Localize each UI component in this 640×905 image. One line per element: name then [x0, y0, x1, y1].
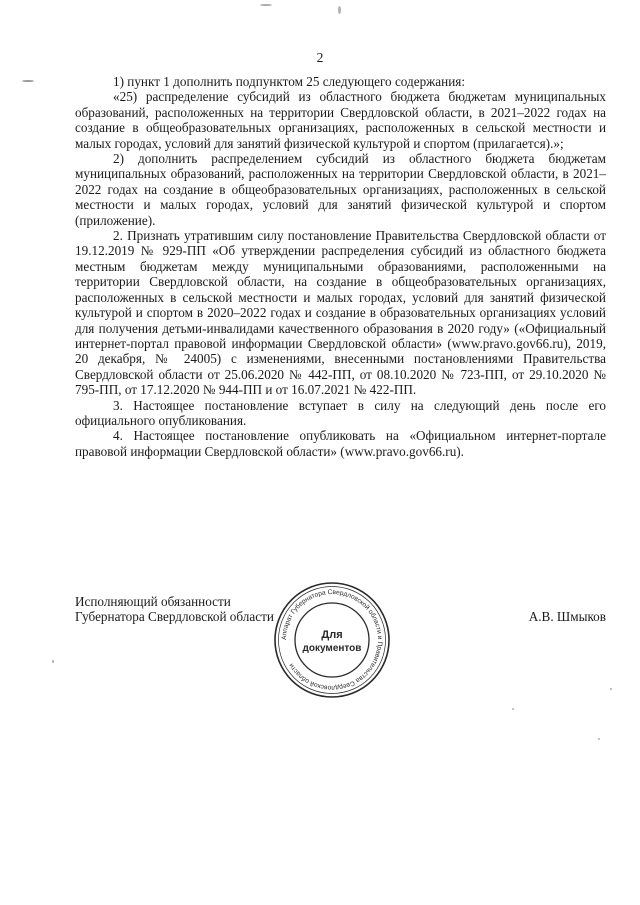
- signer-title-line2: Губернатора Свердловской области: [75, 609, 274, 625]
- scan-speck: [52, 660, 54, 663]
- stamp-ring-text: Аппарат Губернатора Свердловской области и Правительства Свердловской области: [280, 588, 384, 692]
- paragraph-item-3: 3. Настоящее постановление вступает в силу на следующий день после его официального опубликования.: [75, 397, 606, 428]
- stamp-center-line2: документов: [302, 643, 362, 654]
- scan-speck: [260, 4, 272, 6]
- page-number: 2: [316, 50, 324, 65]
- scan-speck: [22, 80, 34, 82]
- paragraph-item-4: 4. Настоящее постановление опубликовать на «Официальном интернет-портале правовой информации Свердловской области» (www.pravo.gov66.ru).: [75, 428, 606, 459]
- signer-name: А.В. Шмыков: [528, 609, 606, 625]
- stamp-center-line1: Для: [321, 629, 343, 641]
- scan-speck: [610, 688, 612, 690]
- scan-speck: [338, 6, 341, 14]
- paragraph-item-2: 2. Признать утратившим силу постановление Правительства Свердловской области от 19.12.2019 № 929-ПП «Об утверждении распределения субсидий из областного бюджета местным бюджетам между муниципальными образованиями, расположенными на территории Свердловской области, на создание в общеобразовательных организациях, расположенных в сельской местности и малых городах, условий для занятий физической культурой и спортом в 2020–2022 годах и создание в образовательных организациях условий для получения детьми-инвалидами качественного образования в 2020 году» («Официальный интернет-портал правовой информации Свердловской области» (www.pravo.gov66.ru), 2019, 20 декабря, № 24005) с изменениями, внесенными постановлениями Правительства Свердловской области от 25.06.2020 № 442-ПП, от 08.10.2020 № 723-ПП, от 29.10.2020 № 795-ПП, от 17.12.2020 № 944-ПП и от 16.07.2021 № 422-ПП.: [75, 228, 606, 398]
- seal-stamp-icon: [272, 580, 392, 700]
- paragraph-subitem-25: «25) распределение субсидий из областного бюджета бюджетам муниципальных образований, расположенных на территории Свердловской области, в 2021–2022 годах на создание в общеобразовательных организациях, расположенных в сельской местности и малых городах, условий для занятий физической культурой и спортом (прилагается).»;: [75, 89, 606, 151]
- document-body: [75, 74, 606, 459]
- scan-speck: [512, 708, 514, 710]
- scan-speck: [598, 738, 600, 740]
- paragraph-subitem-2: 2) дополнить распределением субсидий из областного бюджета бюджетам муниципальных образований, расположенных на территории Свердловской области, в 2021–2022 годах на создание в общеобразовательных организациях, расположенных в сельской местности и малых городах, условий для занятий физической культурой и спортом (приложение).: [75, 151, 606, 228]
- signer-title-line1: Исполняющий обязанности: [75, 594, 231, 609]
- paragraph-subitem-1: 1) пункт 1 дополнить подпунктом 25 следующего содержания:: [113, 74, 465, 89]
